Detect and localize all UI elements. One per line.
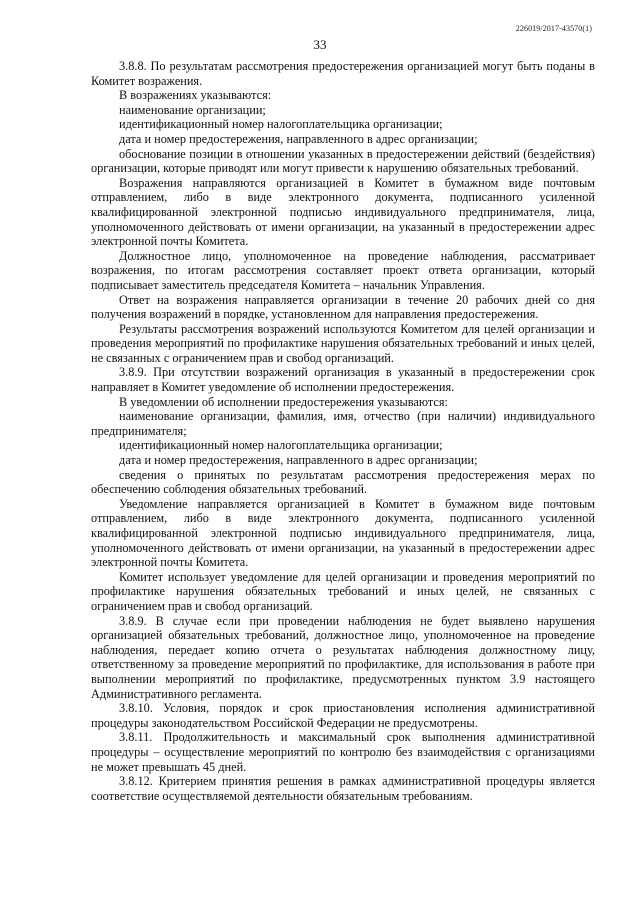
paragraph-3-8-9-no-violations: 3.8.9. В случае если при проведении наблюдения не будет выявлено нарушения организацией обязательных требований, должностное лицо, уполномоченное на проведение наблюдения, передает копию отчета о результатах наблюдения должностному лицу, ответственному за проведение мероприятий по профилактике, для использования в работе при выполнении мероприятий по профилактике, предусмотренных пунктом 3.9 настоящего Административного регламента. bbox=[91, 613, 595, 701]
paragraph-response-deadline: Ответ на возражения направляется организации в течение 20 рабочих дней со дня получения возражений в порядке, установленном для направления предостережения. bbox=[91, 292, 595, 322]
paragraph-objections-delivery: Возражения направляются организацией в Комитет в бумажном виде почтовым отправлением, либо в виде электронного документа, подписанного усиленной квалифицированной электронной подписью индивидуального предпринимателя, лица, уполномоченного действовать от имени организации, на указанный в предостережении адрес электронной почты Комитета. bbox=[91, 175, 595, 249]
document-id: 226019/2017-43570(1) bbox=[515, 24, 592, 33]
list-item: дата и номер предостережения, направленного в адрес организации; bbox=[119, 453, 478, 468]
document-body bbox=[91, 59, 595, 803]
paragraph-3-8-10: 3.8.10. Условия, порядок и срок приостановления исполнения административной процедуры законодательством Российской Федерации не предусмотрены. bbox=[91, 701, 595, 730]
list-item: дата и номер предостережения, направленного в адрес организации; bbox=[119, 131, 478, 146]
paragraph-notice-intro: В уведомлении об исполнении предостережения указываются: bbox=[119, 394, 448, 409]
list-item: сведения о принятых по результатам рассмотрения предостережения мерах по обеспечению соблюдения обязательных требований. bbox=[91, 467, 595, 497]
paragraph-notice-delivery: Уведомление направляется организацией в Комитет в бумажном виде почтовым отправлением, либо в виде электронного документа, подписанного усиленной квалифицированной электронной подписью индивидуального предпринимателя, лица, уполномоченного действовать от имени организации, на указанный в предостережении адрес электронной почты Комитета. bbox=[91, 496, 595, 570]
paragraph-3-8-12: 3.8.12. Критерием принятия решения в рамках административной процедуры является соответствие осуществляемой деятельности обязательным требованиям. bbox=[91, 774, 595, 803]
paragraph-official-review: Должностное лицо, уполномоченное на проведение наблюдения, рассматривает возражения, по итогам рассмотрения составляет проект ответа организации, который подписывает заместитель председателя Комитета – начальник Управления. bbox=[91, 248, 595, 292]
paragraph-3-8-11: 3.8.11. Продолжительность и максимальный срок выполнения административной процедуры – осуществление мероприятий по контролю без взаимодействия с организациями не может превышать 45 дней. bbox=[91, 730, 595, 774]
list-item: идентификационный номер налогоплательщика организации; bbox=[119, 438, 443, 453]
paragraph-objections-intro: В возражениях указываются: bbox=[119, 88, 272, 103]
paragraph-notice-usage: Комитет использует уведомление для целей организации и проведения мероприятий по профилактике нарушения обязательных требований и иных целей, не связанных с ограничением прав и свобод организаций. bbox=[91, 569, 595, 613]
paragraph-3-8-9-notice: 3.8.9. При отсутствии возражений организация в указанный в предостережении срок направляет в Комитет уведомление об исполнении предостережения. bbox=[91, 365, 595, 395]
paragraph-3-8-8: 3.8.8. По результатам рассмотрения предостережения организацией могут быть поданы в Комитет возражения. bbox=[91, 59, 595, 88]
list-item: идентификационный номер налогоплательщика организации; bbox=[119, 117, 443, 132]
list-item: наименование организации, фамилия, имя, отчество (при наличии) индивидуального предпринимателя; bbox=[91, 409, 595, 438]
page-number: 33 bbox=[313, 37, 327, 52]
list-item: обоснование позиции в отношении указанных в предостережении действий (бездействия) организации, которые приводят или могут привести к нарушению обязательных требований. bbox=[91, 146, 595, 176]
paragraph-review-results: Результаты рассмотрения возражений используются Комитетом для целей организации и проведения мероприятий по профилактике нарушения обязательных требований и иных целей, не связанных с ограничением прав и свобод организаций. bbox=[91, 321, 595, 365]
list-item: наименование организации; bbox=[119, 102, 266, 117]
